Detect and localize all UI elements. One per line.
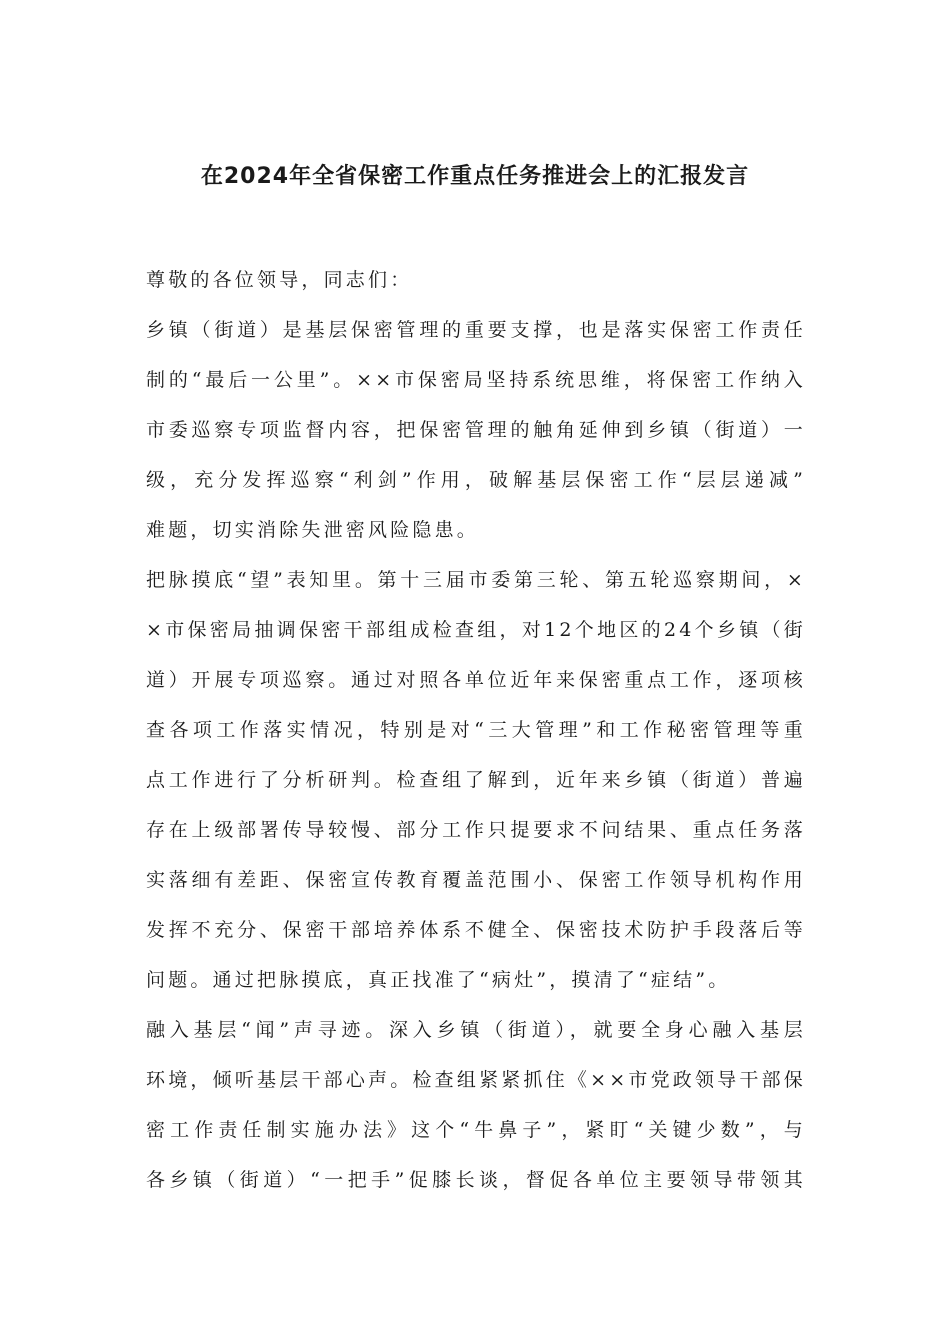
paragraph-line: 实落细有差距、保密宣传教育覆盖范围小、保密工作领导机构作用 <box>146 869 806 891</box>
paragraph-line: 制的“最后一公里”。××市保密局坚持系统思维，将保密工作纳入 <box>146 369 806 391</box>
paragraph-line: 发挥不充分、保密干部培养体系不健全、保密技术防护手段落后等 <box>146 919 806 941</box>
paragraph-2 <box>146 555 806 1005</box>
paragraph-line: 存在上级部署传导较慢、部分工作只提要求不问结果、重点任务落 <box>146 819 806 841</box>
paragraph-line: ×市保密局抽调保密干部组成检查组，对12个地区的24个乡镇（街 <box>146 619 806 641</box>
paragraph-3 <box>146 1005 806 1205</box>
paragraph-line: 密工作责任制实施办法》这个“牛鼻子”，紧盯“关键少数”，与 <box>146 1119 806 1141</box>
paragraph-line: 环境，倾听基层干部心声。检查组紧紧抓住《××市党政领导干部保 <box>146 1069 806 1091</box>
paragraph-line: 点工作进行了分析研判。检查组了解到，近年来乡镇（街道）普遍 <box>146 769 806 791</box>
document-title: 在2024年全省保密工作重点任务推进会上的汇报发言 <box>200 164 750 189</box>
paragraph-line: 把脉摸底“望”表知里。第十三届市委第三轮、第五轮巡察期间，× <box>146 569 806 591</box>
paragraph-line: 各乡镇（街道）“一把手”促膝长谈，督促各单位主要领导带领其 <box>146 1169 806 1191</box>
document-body <box>146 255 806 1205</box>
paragraph-line: 问题。通过把脉摸底，真正找准了“病灶”，摸清了“症结”。 <box>146 969 731 991</box>
paragraph-line: 道）开展专项巡察。通过对照各单位近年来保密重点工作，逐项核 <box>146 669 806 691</box>
paragraph-1 <box>146 305 806 555</box>
salutation: 尊敬的各位领导，同志们： <box>146 269 413 291</box>
paragraph-line: 级，充分发挥巡察“利剑”作用，破解基层保密工作“层层递减” <box>146 469 806 491</box>
paragraph-line: 乡镇（街道）是基层保密管理的重要支撑，也是落实保密工作责任 <box>146 319 806 341</box>
paragraph-line: 难题，切实消除失泄密风险隐患。 <box>146 519 480 541</box>
paragraph-line: 查各项工作落实情况，特别是对“三大管理”和工作秘密管理等重 <box>146 719 806 741</box>
paragraph-line: 融入基层“闻”声寻迹。深入乡镇（街道），就要全身心融入基层 <box>146 1019 806 1041</box>
paragraph-line: 市委巡察专项监督内容，把保密管理的触角延伸到乡镇（街道）一 <box>146 419 806 441</box>
